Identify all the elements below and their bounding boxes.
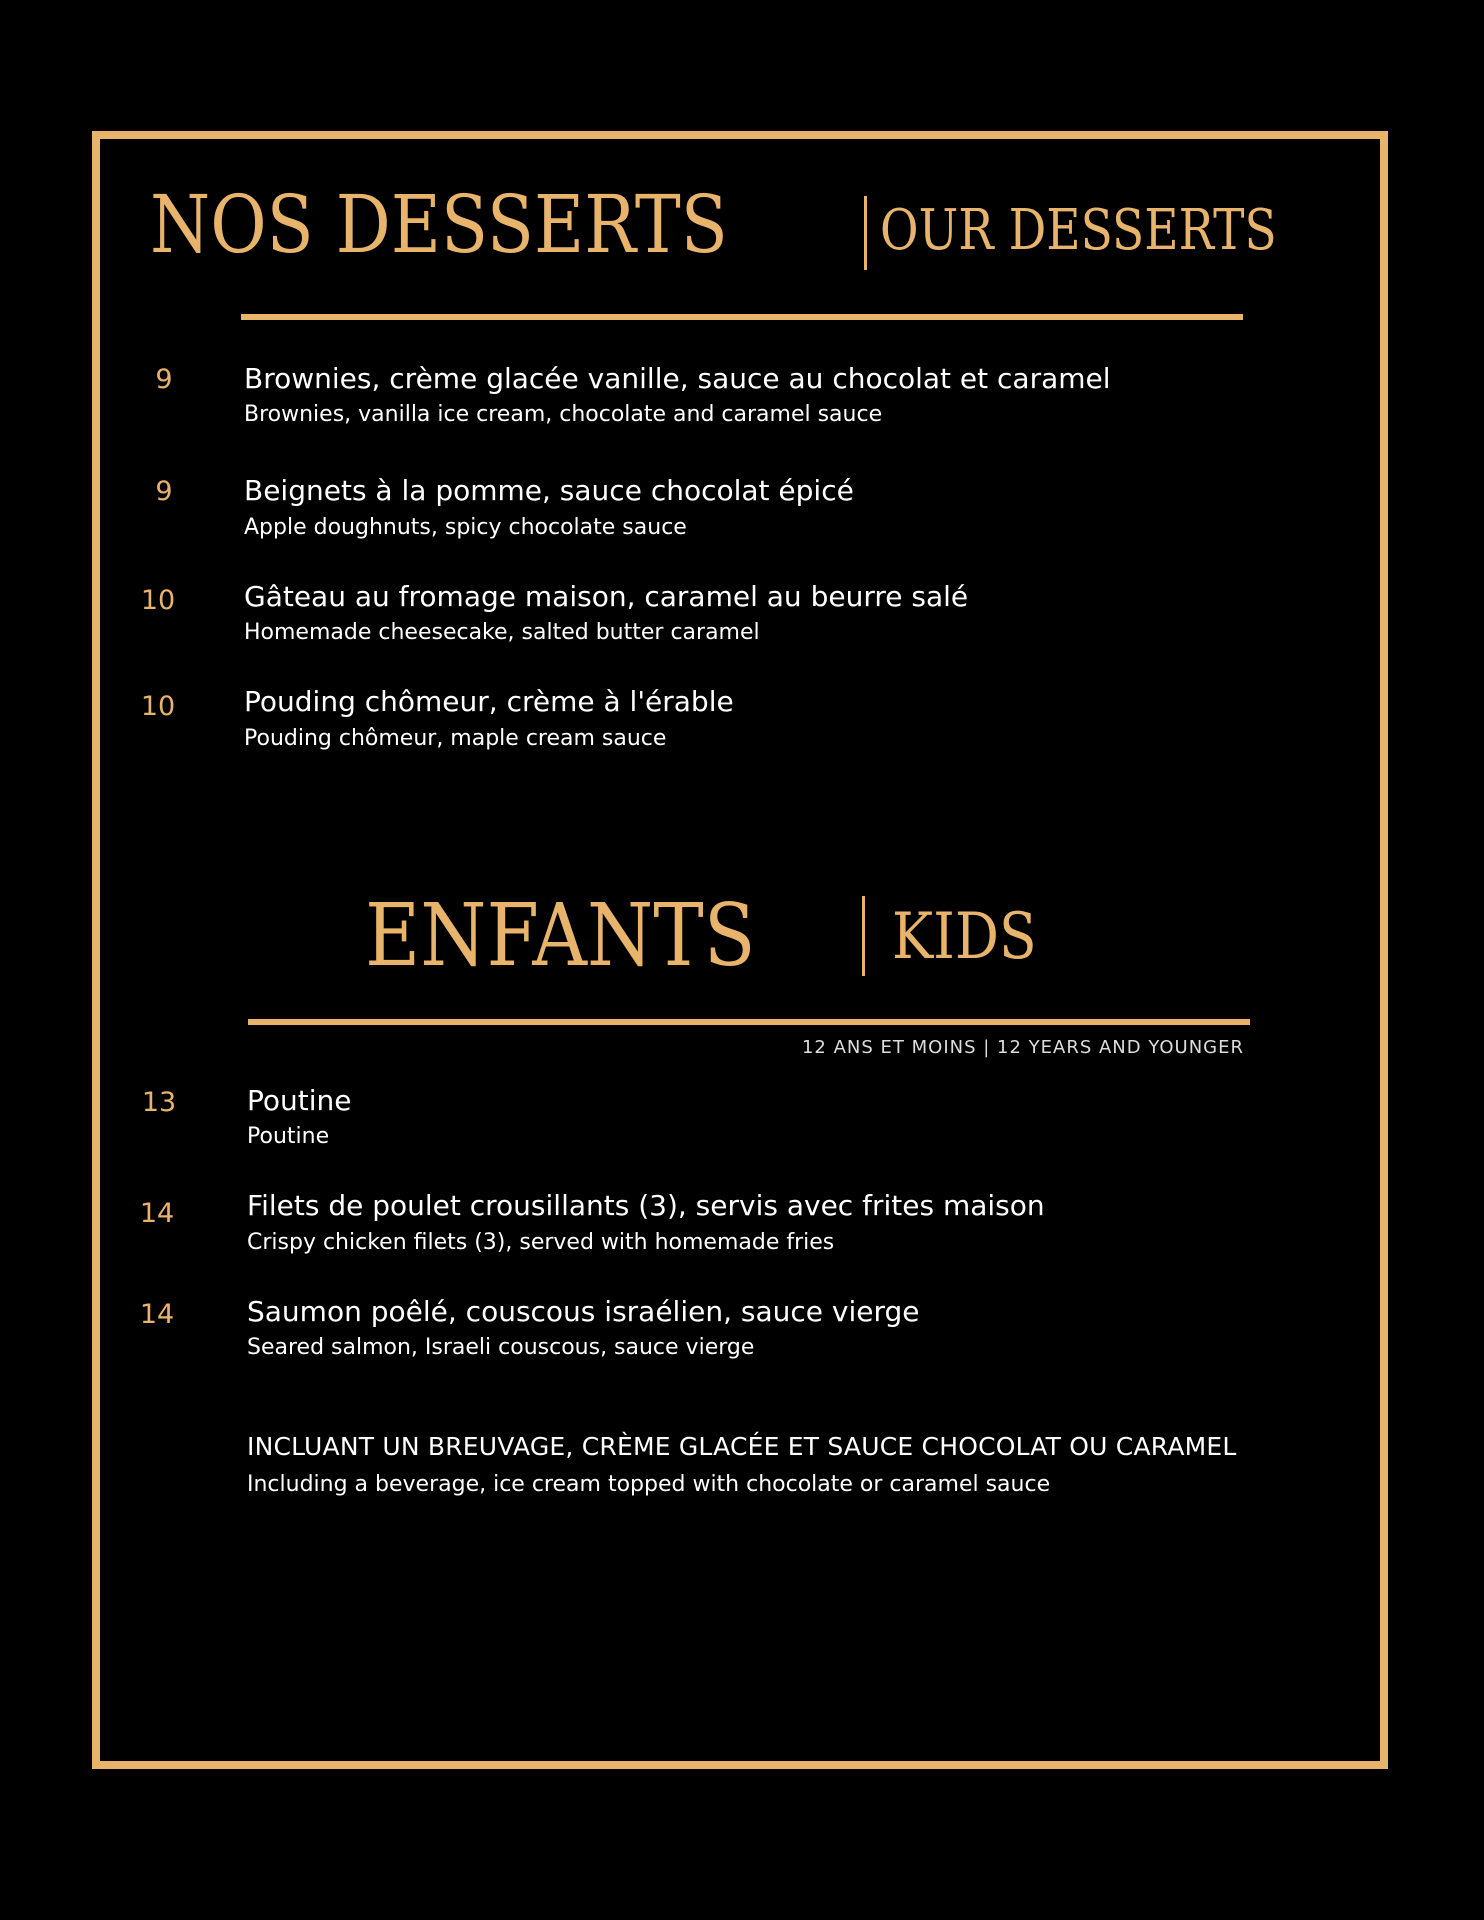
item-name-en: Homemade cheesecake, salted butter caramel <box>244 620 760 645</box>
item-name-en: Poutine <box>247 1124 330 1149</box>
item-name-fr: Pouding chômeur, crème à l'érable <box>244 685 734 718</box>
item-price: 10 <box>140 691 176 722</box>
kids-title-en: KIDS <box>892 900 1037 974</box>
item-name-fr: Saumon poêlé, couscous israélien, sauce vierge <box>247 1295 920 1328</box>
desserts-title-fr: NOS DESSERTS <box>150 178 728 271</box>
item-name-fr: Filets de poulet crousillants (3), servis avec frites maison <box>247 1189 1045 1222</box>
item-name-fr: Gâteau au fromage maison, caramel au beurre salé <box>244 580 969 613</box>
kids-title-fr: ENFANTS <box>365 886 756 986</box>
kids-included-en: Including a beverage, ice cream topped with chocolate or caramel sauce <box>247 1472 1051 1497</box>
item-name-en: Brownies, vanilla ice cream, chocolate and caramel sauce <box>244 402 883 427</box>
item-name-en: Apple doughnuts, spicy chocolate sauce <box>244 515 687 540</box>
item-name-fr: Beignets à la pomme, sauce chocolat épicé <box>244 474 854 507</box>
desserts-title-en: OUR DESSERTS <box>880 198 1277 263</box>
item-price: 13 <box>141 1087 177 1118</box>
item-price: 14 <box>139 1198 175 1229</box>
desserts-rule <box>241 314 1243 320</box>
item-price: 9 <box>155 476 173 507</box>
item-price: 10 <box>140 585 176 616</box>
kids-included-fr: INCLUANT UN BREUVAGE, CRÈME GLACÉE ET SAUCE CHOCOLAT OU CARAMEL <box>247 1432 1237 1461</box>
item-name-en: Seared salmon, Israeli couscous, sauce vierge <box>247 1335 755 1360</box>
item-name-fr: Brownies, crème glacée vanille, sauce au chocolat et caramel <box>244 362 1111 395</box>
kids-rule <box>248 1019 1250 1025</box>
item-name-fr: Poutine <box>247 1084 352 1117</box>
item-name-en: Pouding chômeur, maple cream sauce <box>244 726 667 751</box>
item-name-en: Crispy chicken filets (3), served with homemade fries <box>247 1230 835 1255</box>
kids-age-note: 12 ANS ET MOINS | 12 YEARS AND YOUNGER <box>801 1037 1244 1058</box>
desserts-title-divider <box>864 196 867 270</box>
kids-title-divider <box>862 896 865 976</box>
item-price: 14 <box>139 1299 175 1330</box>
item-price: 9 <box>155 364 173 395</box>
